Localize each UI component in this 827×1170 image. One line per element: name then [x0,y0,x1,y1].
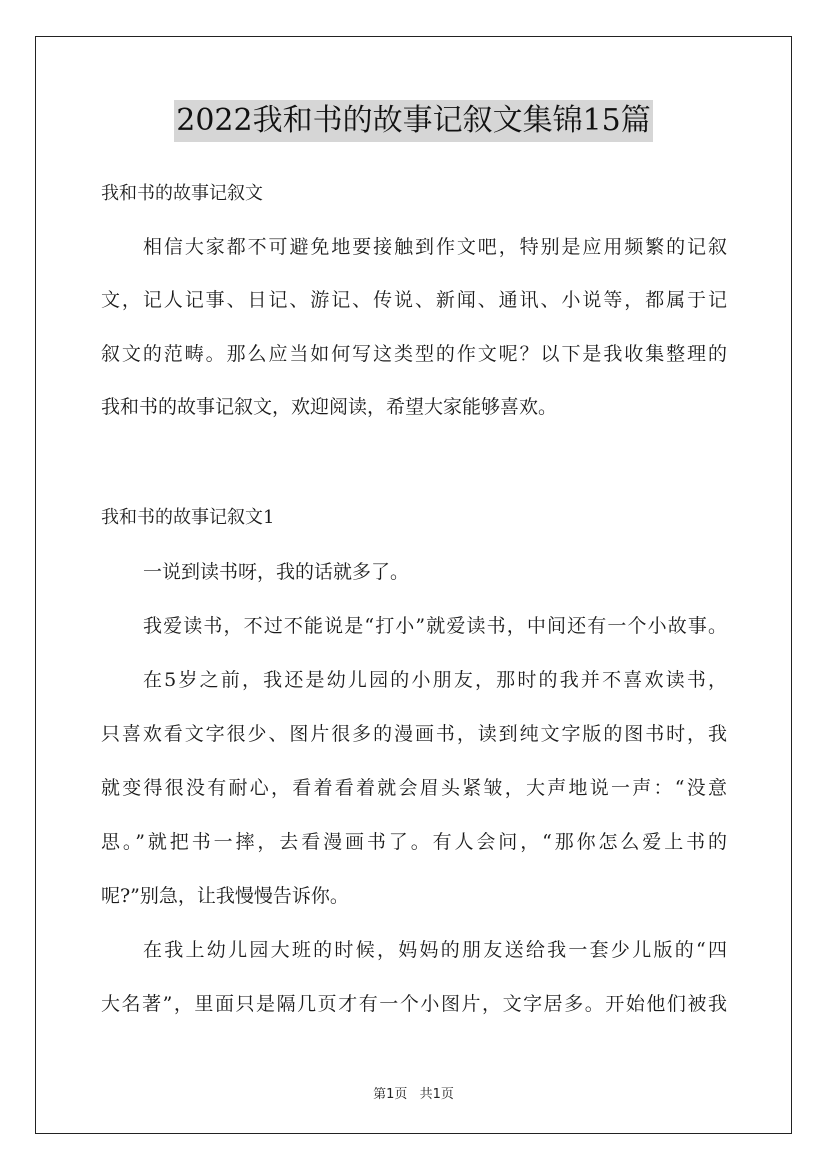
paragraph-line: 一说到读书呀，我的话就多了。 [143,561,410,583]
intro-line: 相信大家都不可避免地要接触到作文吧，特别是应用频繁的记叙 [143,236,727,258]
paragraph-line: 大名著”，里面只是隔几页才有一个小图片，文字居多。开始他们被我 [101,993,727,1015]
paragraph-line: 在我上幼儿园大班的时候，妈妈的朋友送给我一套少儿版的“四 [143,939,727,961]
section-heading: 我和书的故事记叙文 [101,183,263,204]
intro-line: 我和书的故事记叙文，欢迎阅读，希望大家能够喜欢。 [101,396,558,418]
page-number: 第1页 [373,1087,408,1102]
title-container [0,100,827,142]
paragraph-line: 就变得很没有耐心，看着看着就会眉头紧皱，大声地说一声：“没意 [101,777,727,799]
paragraph-line: 我爱读书，不过不能说是“打小”就爱读书，中间还有一个小故事。 [143,615,727,637]
page-footer [0,1083,827,1102]
paragraph-line: 呢?”别急，让我慢慢告诉你。 [101,885,349,907]
paragraph-line: 只喜欢看文字很少、图片很多的漫画书，读到纯文字版的图书时，我 [101,723,727,745]
page-total: 共1页 [419,1087,454,1102]
intro-line: 文，记人记事、日记、游记、传说、新闻、通讯、小说等，都属于记 [101,289,727,311]
paragraph-line: 在5岁之前，我还是幼儿园的小朋友，那时的我并不喜欢读书， [143,669,727,691]
section-heading: 我和书的故事记叙文1 [101,507,275,528]
document-title: 2022我和书的故事记叙文集锦15篇 [174,100,653,142]
intro-line: 叙文的范畴。那么应当如何写这类型的作文呢？以下是我收集整理的 [101,343,727,365]
paragraph-line: 思。”就把书一摔，去看漫画书了。有人会问，“那你怎么爱上书的 [101,831,727,853]
